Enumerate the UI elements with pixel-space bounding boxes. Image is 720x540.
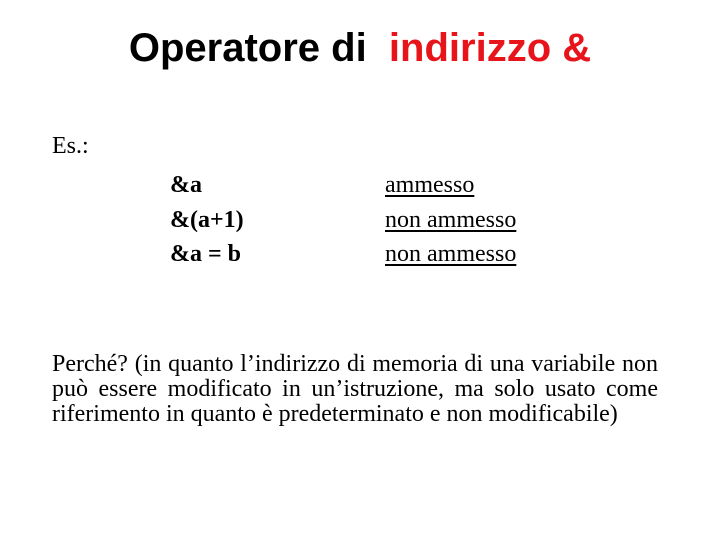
example-row	[170, 203, 590, 238]
example-verdict: non ammesso	[385, 241, 517, 267]
slide-title	[0, 22, 720, 74]
example-expression: &a	[170, 172, 202, 198]
example-expression: &(a+1)	[170, 206, 244, 233]
example-row	[170, 168, 590, 203]
examples-label: Es.:	[52, 133, 89, 159]
example-row	[170, 237, 590, 272]
title-accent: indirizzo &	[388, 26, 592, 70]
title-prefix: Operatore di	[128, 26, 389, 70]
example-verdict: non ammesso	[385, 206, 517, 233]
explanation-paragraph: Perché? (in quanto l’indirizzo di memoria di una variabile non può essere modificato in un’istruzione, ma solo usato come riferimento in quanto è predeterminato e non modificabile)	[52, 351, 658, 427]
example-expression: &a = b	[170, 241, 242, 267]
example-verdict: ammesso	[385, 172, 475, 198]
examples-list	[170, 168, 590, 272]
